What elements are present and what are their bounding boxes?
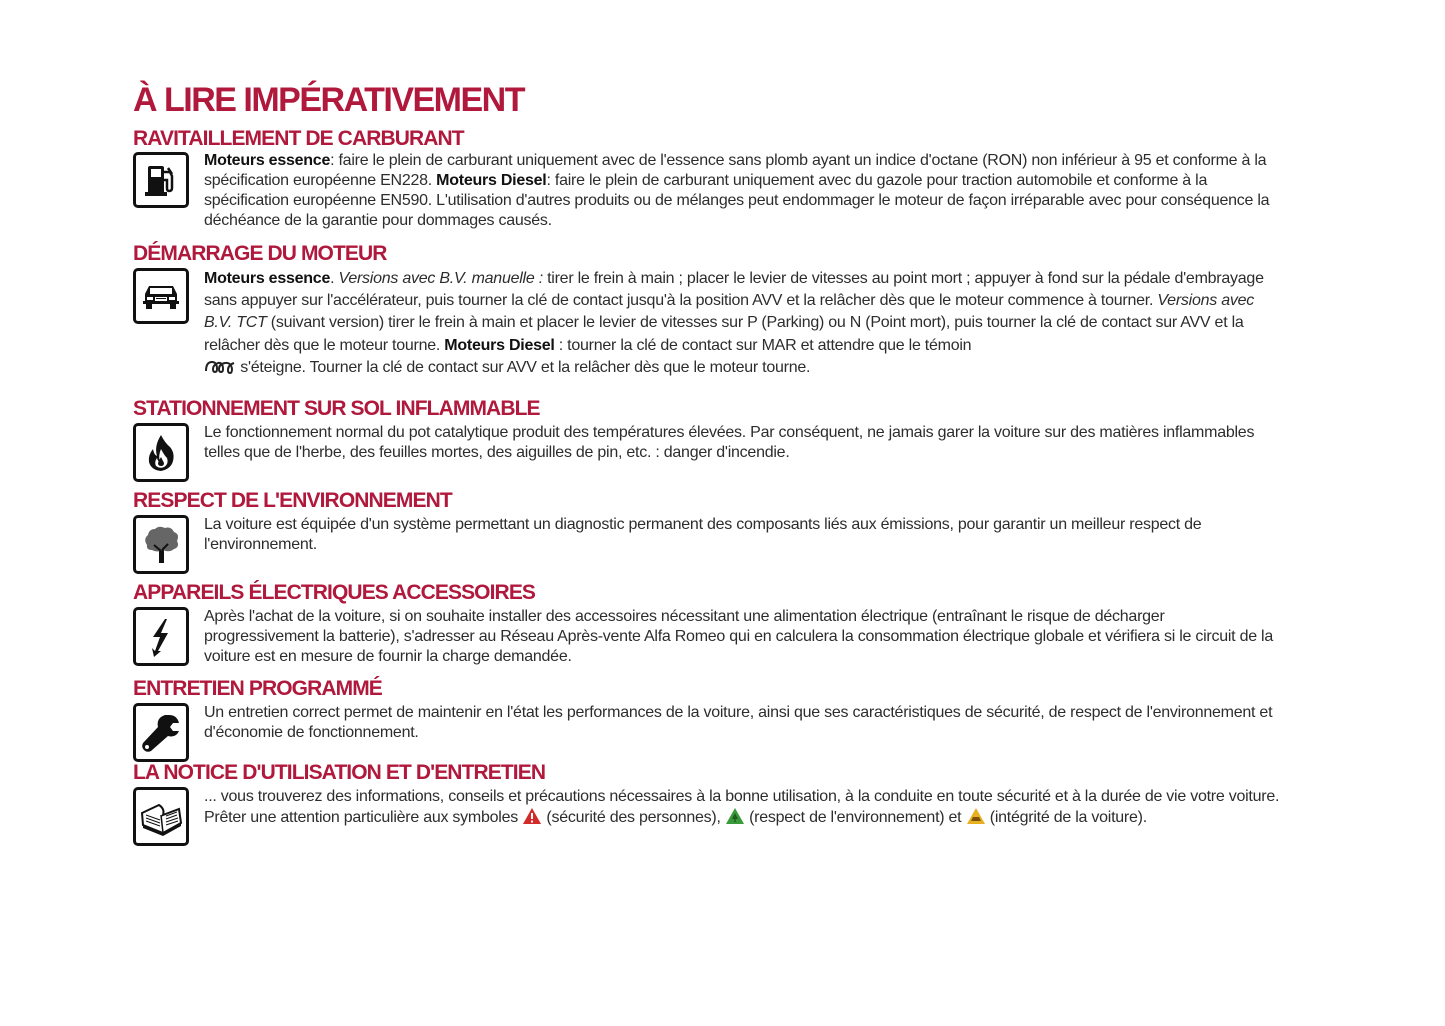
section-heading: RAVITAILLEMENT DE CARBURANT [133, 127, 464, 150]
bold-label: Moteurs Diesel [436, 172, 547, 189]
warning-green-icon [725, 807, 745, 825]
section-engine-start [133, 242, 1283, 379]
glow-plug-icon [204, 359, 236, 375]
section-text: Le fonctionnement normal du pot catalytique produit des températures élevées. Par conséquent, ne jamais garer la voiture sur des matières inflammables telles que de l'herbe, des feuilles mortes, des aiguilles de pin, etc. : danger d'incendie. [204, 424, 1255, 461]
text-run: : faire le plein de carburant uniquement avec de l'essence sans plomb ayant un indice d'octane (RON) non inférieur à 95 et conforme à la spécification européenne EN228. [204, 152, 1267, 189]
section-text [204, 787, 1283, 828]
section-text: Après l'achat de la voiture, si on souhaite installer des accessoires nécessitant une alimentation électrique (entraînant le risque de décharger progressivement la batterie), s'adresser au Réseau Après-vente Alfa Romeo qui en calculera la consommation électrique globale et vérifiera si le circuit de la voiture est en mesure de fournir la charge demandée. [204, 608, 1274, 665]
warning-yellow-icon [966, 807, 986, 825]
text-run: ... vous trouverez des informations, conseils et précautions nécessaires à la bonne utilisation, à la conduite en toute sécurité et à la durée de vie votre voiture. Prêter une attention particulière aux symboles [204, 788, 1280, 826]
section-heading: STATIONNEMENT SUR SOL INFLAMMABLE [133, 397, 540, 420]
section-text: Un entretien correct permet de maintenir en l'état les performances de la voiture, ainsi que ses caractéristiques de sécurité, de respect de l'environnement et d'économie de fonctionnement. [204, 704, 1273, 741]
text-run: . [330, 270, 339, 287]
bold-label: Moteurs essence [204, 152, 331, 169]
section-heading: APPAREILS ÉLECTRIQUES ACCESSOIRES [133, 581, 536, 604]
section-text [204, 151, 1283, 231]
section-heading: DÉMARRAGE DU MOTEUR [133, 242, 387, 265]
section-owners-manual [133, 761, 1283, 828]
italic-run: Versions avec B.V. TCT [204, 292, 1254, 332]
warning-red-icon [522, 807, 542, 825]
section-environment [133, 489, 1283, 555]
italic-run: Versions avec B.V. manuelle : [338, 270, 543, 287]
text-run: (suivant version) tirer le frein à main et placer le levier de vitesses sur P (Parking) ou N (Point mort), puis tourner la clé de contact sur AVV et la relâcher dès que le moteur tourne. [204, 314, 1244, 354]
lightning-icon [133, 607, 189, 666]
section-maintenance [133, 677, 1283, 743]
section-heading: RESPECT DE L'ENVIRONNEMENT [133, 489, 452, 512]
text-run: : tourner la clé de contact sur MAR et attendre que le témoin [554, 336, 972, 354]
page-title: À LIRE IMPÉRATIVEMENT [133, 81, 524, 119]
car-front-icon [133, 268, 189, 324]
text-run: s'éteigne. Tourner la clé de contact sur AVV et la relâcher dès que le moteur tourne. [236, 358, 811, 376]
text-run: : faire le plein de carburant uniquement avec du gazole pour traction automobile et conforme à la spécification européenne EN590. L'utilisation d'autres produits ou de mélanges peut endommager le moteur de façon irréparable avec pour conséquence la déchéance de la garantie pour dommages causés. [204, 172, 1270, 229]
text-run: tirer le frein à main ; placer le levier de vitesses au point mort ; appuyer à fond sur la pédale d'embrayage sans appuyer sur l'accélérateur, puis tourner la clé de contact jusqu'à la position AVV et la relâcher dès que le moteur commence à tourner. [204, 270, 1264, 310]
bold-label: Moteurs Diesel [444, 336, 555, 354]
wrench-icon [133, 703, 189, 762]
section-text: La voiture est équipée d'un système permettant un diagnostic permanent des composants liés aux émissions, pour garantir un meilleur respect de l'environnement. [204, 516, 1202, 553]
tree-icon [133, 515, 189, 574]
text-run: (respect de l'environnement) et [744, 809, 966, 826]
section-heading: LA NOTICE D'UTILISATION ET D'ENTRETIEN [133, 761, 546, 784]
section-heading: ENTRETIEN PROGRAMMÉ [133, 677, 382, 700]
fire-icon [133, 423, 189, 482]
section-electrical-accessories [133, 581, 1283, 667]
text-run: (intégrité de la voiture). [985, 809, 1147, 826]
bold-label: Moteurs essence [204, 270, 331, 287]
section-fuel [133, 127, 1283, 231]
text-run: (sécurité des personnes), [542, 809, 725, 826]
section-flammable-parking [133, 397, 1283, 463]
section-text [204, 268, 1283, 379]
open-book-icon [133, 787, 189, 846]
fuel-pump-icon [133, 152, 189, 208]
